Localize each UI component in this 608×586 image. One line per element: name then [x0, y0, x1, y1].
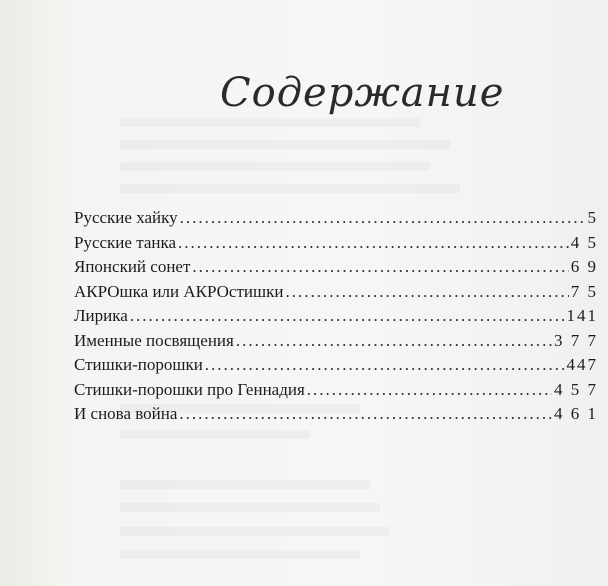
bleed-through-mark	[120, 550, 360, 559]
toc-entry	[74, 353, 598, 378]
dot-leader	[307, 378, 552, 403]
bleed-through-mark	[120, 184, 460, 193]
table-of-contents	[74, 206, 598, 427]
toc-entry	[74, 329, 598, 354]
toc-entry	[74, 402, 598, 427]
dot-leader	[236, 329, 552, 354]
bleed-through-mark	[120, 527, 390, 536]
dot-leader	[285, 280, 568, 305]
dot-leader	[192, 255, 568, 280]
toc-entry-page-number: 141	[566, 306, 598, 325]
bleed-through-mark	[120, 480, 370, 489]
toc-entry-title: Русские танка	[74, 232, 177, 252]
toc-entry-page-number: 4 5	[570, 232, 598, 252]
bleed-through-mark	[120, 162, 430, 171]
toc-entry	[74, 378, 598, 403]
toc-entry	[74, 280, 598, 305]
bleed-through-mark	[120, 118, 420, 127]
toc-entry-title: Стишки-порошки про Геннадия	[74, 379, 305, 399]
bleed-through-mark	[120, 140, 450, 149]
toc-entry	[74, 304, 598, 329]
toc-entry-page-number: 6 9	[570, 257, 598, 276]
dot-leader	[179, 402, 552, 427]
toc-entry-page-number: 5	[587, 208, 598, 227]
toc-entry-title: Именные посвящения	[74, 330, 234, 350]
toc-entry	[74, 255, 598, 280]
dot-leader	[178, 231, 569, 256]
toc-entry-page-number: 4 5 7	[554, 379, 598, 399]
toc-entry-page-number: 7 5	[570, 281, 598, 301]
page-title: Содержание	[220, 70, 505, 116]
toc-entry-title: АКРОшка или АКРОстишки	[74, 281, 284, 301]
toc-entry-title: Русские хайку	[74, 208, 178, 227]
toc-entry-title: Лирика	[74, 306, 128, 325]
toc-entry-page-number: 4 6 1	[554, 404, 598, 423]
toc-entry-page-number: 447	[566, 355, 598, 374]
toc-entry-page-number: 3 7 7	[554, 330, 598, 350]
dot-leader	[130, 304, 565, 329]
bleed-through-mark	[120, 503, 380, 512]
toc-entry-title: Японский сонет	[74, 257, 191, 276]
toc-entry-title: Стишки-порошки	[74, 355, 203, 374]
dot-leader	[180, 206, 586, 231]
dot-leader	[205, 353, 565, 378]
toc-entry-title: И снова война	[74, 404, 178, 423]
toc-entry	[74, 231, 598, 256]
bleed-through-mark	[120, 430, 310, 439]
toc-entry	[74, 206, 598, 231]
